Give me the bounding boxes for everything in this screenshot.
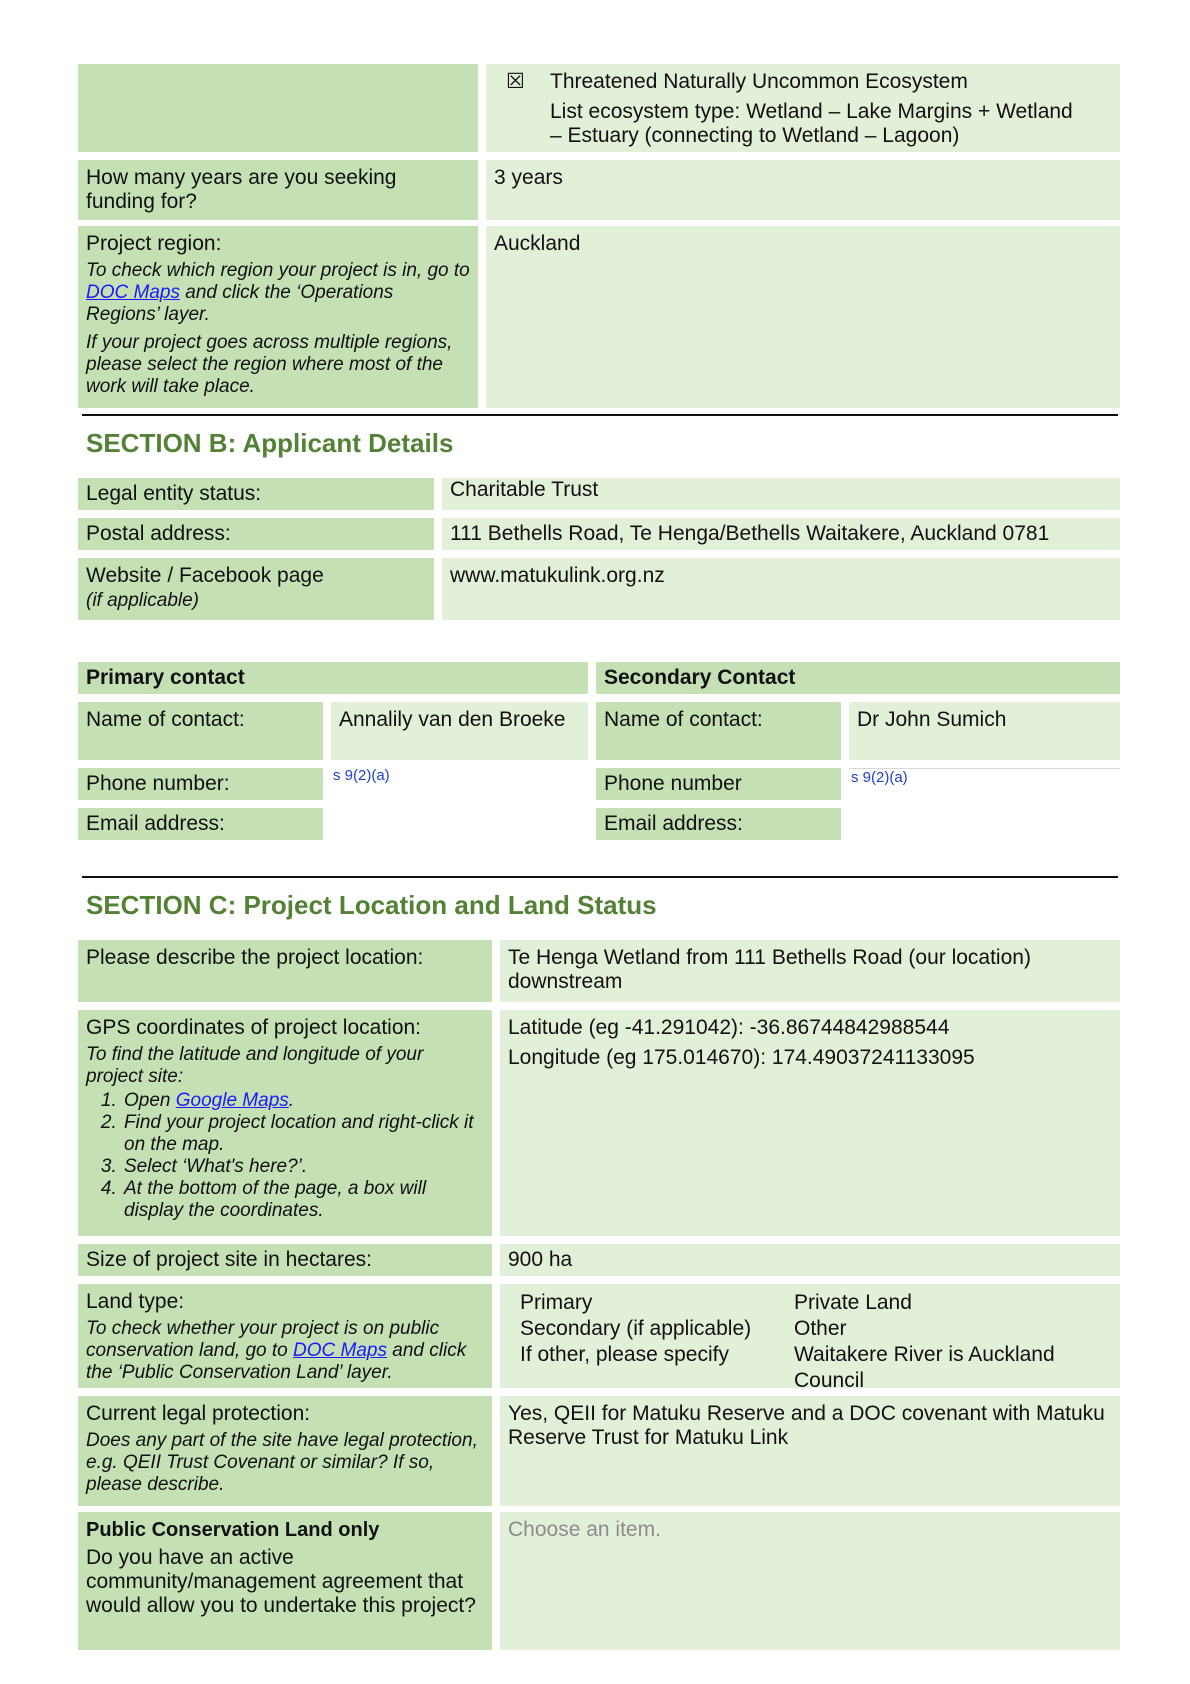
region-label: Project region: xyxy=(86,232,222,255)
gps-step-4: 4. At the bottom of the page, a box will display the coordinates. xyxy=(122,1178,484,1222)
land-secondary-value[interactable]: Other xyxy=(794,1317,847,1340)
years-label-cell xyxy=(78,160,478,220)
website-value: www.matukulink.org.nz xyxy=(450,564,665,587)
secondary-phone-label-cell xyxy=(596,768,841,800)
size-label-cell xyxy=(78,1244,492,1276)
postal-label: Postal address: xyxy=(86,522,231,545)
secondary-contact-heading-cell xyxy=(596,662,1120,694)
pcl-question: Do you have an active community/management agreement that would allow you to undertake this project? xyxy=(86,1546,476,1617)
land-label: Land type: xyxy=(86,1290,185,1313)
postal-value-cell xyxy=(442,518,1120,550)
primary-redaction-note: s 9(2)(a) xyxy=(333,767,390,784)
region-value-cell xyxy=(486,226,1120,408)
section-c-title: SECTION C: Project Location and Land Status xyxy=(86,890,657,920)
land-other-value[interactable]: Waitakere River is Auckland Council xyxy=(794,1343,1055,1392)
primary-phone-label-cell xyxy=(78,768,323,800)
land-secondary-label: Secondary (if applicable) xyxy=(520,1317,752,1340)
location-label-cell xyxy=(78,940,492,1002)
secondary-contact-heading: Secondary Contact xyxy=(604,666,796,689)
secondary-phone-label: Phone number xyxy=(604,772,742,795)
land-label-cell xyxy=(78,1284,492,1388)
gps-step-2: 2. Find your project location and right-click it on the map. xyxy=(122,1112,484,1156)
protection-label-cell xyxy=(78,1396,492,1506)
region-help-multiple: If your project goes across multiple regions, please select the region where most of the work will take place. xyxy=(86,332,453,397)
pcl-value-cell xyxy=(500,1512,1120,1650)
primary-email-label: Email address: xyxy=(86,812,225,835)
legal-label: Legal entity status: xyxy=(86,482,262,505)
primary-name-value-cell xyxy=(331,702,588,760)
secondary-email-label-cell xyxy=(596,808,841,840)
divider xyxy=(82,414,1118,416)
protection-label: Current legal protection: xyxy=(86,1402,311,1425)
gps-step-3: 3. Select ‘What's here?’. xyxy=(122,1156,484,1178)
primary-contact-heading: Primary contact xyxy=(86,666,245,689)
pcl-label-cell xyxy=(78,1512,492,1650)
pcl-heading: Public Conservation Land only xyxy=(86,1519,380,1541)
primary-email-label-cell xyxy=(78,808,323,840)
secondary-redaction-rule xyxy=(849,768,1120,769)
gps-value-cell xyxy=(500,1010,1120,1236)
secondary-redaction-note: s 9(2)(a) xyxy=(851,769,908,786)
ecosystem-type-value: List ecosystem type: Wetland – Lake Margins + Wetland – Estuary (connecting to Wetland – Lagoon) xyxy=(550,100,1073,147)
protection-value-cell xyxy=(500,1396,1120,1506)
years-value: 3 years xyxy=(494,166,563,189)
postal-value: 111 Bethells Road, Te Henga/Bethells Waitakere, Auckland 0781 xyxy=(450,522,1050,545)
section-b-title: SECTION B: Applicant Details xyxy=(86,428,454,458)
gps-step-1: 1. Open Google Maps. xyxy=(122,1090,484,1112)
gps-label-cell xyxy=(78,1010,492,1236)
protection-help: Does any part of the site have legal protection, e.g. QEII Trust Covenant or similar? If so, please describe. xyxy=(86,1430,478,1495)
latitude-value: Latitude (eg -41.291042): -36.86744842988544 xyxy=(508,1016,950,1039)
region-label-cell xyxy=(78,226,478,408)
longitude-value: Longitude (eg 175.014670): 174.49037241133095 xyxy=(508,1046,975,1069)
legal-label-cell xyxy=(78,478,434,510)
gps-steps xyxy=(86,1090,484,1222)
land-help: To check whether your project is on public conservation land, go to DOC Maps and click the ‘Public Conservation Land’ layer. xyxy=(86,1318,467,1383)
checkbox-checked-icon[interactable]: ☒ xyxy=(506,70,525,93)
years-label: How many years are you seeking funding for? xyxy=(86,166,397,213)
legal-value-cell xyxy=(442,478,1120,510)
doc-maps-link[interactable]: DOC Maps xyxy=(293,1340,387,1361)
location-value-cell xyxy=(500,940,1120,1002)
primary-name-label-cell xyxy=(78,702,323,760)
primary-name-label: Name of contact: xyxy=(86,708,245,731)
divider xyxy=(82,876,1118,878)
primary-contact-heading-cell xyxy=(78,662,588,694)
land-other-label: If other, please specify xyxy=(520,1343,729,1366)
legal-value: Charitable Trust xyxy=(450,478,599,501)
gps-label: GPS coordinates of project location: xyxy=(86,1016,422,1039)
secondary-name-label-cell xyxy=(596,702,841,760)
gps-help: To find the latitude and longitude of your project site: xyxy=(86,1044,424,1087)
primary-phone-label: Phone number: xyxy=(86,772,230,795)
location-label: Please describe the project location: xyxy=(86,946,424,969)
website-value-cell xyxy=(442,558,1120,620)
website-label: Website / Facebook page xyxy=(86,564,324,587)
secondary-name-value-cell xyxy=(849,702,1120,760)
google-maps-link[interactable]: Google Maps xyxy=(175,1090,289,1111)
land-primary-label: Primary xyxy=(520,1291,593,1314)
secondary-name-label: Name of contact: xyxy=(604,708,763,731)
website-label-cell xyxy=(78,558,434,620)
website-note: (if applicable) xyxy=(86,590,199,611)
pcl-choose-item-dropdown[interactable]: Choose an item. xyxy=(508,1518,661,1541)
primary-name-value: Annalily van den Broeke xyxy=(339,708,566,731)
size-value: 900 ha xyxy=(508,1248,573,1271)
size-value-cell xyxy=(500,1244,1120,1276)
secondary-name-value: Dr John Sumich xyxy=(857,708,1007,731)
ecosystem-value-cell xyxy=(486,64,1120,152)
land-value-cell xyxy=(500,1284,1120,1392)
ecosystem-label-cell xyxy=(78,64,478,152)
size-label: Size of project site in hectares: xyxy=(86,1248,372,1271)
protection-value: Yes, QEII for Matuku Reserve and a DOC covenant with Matuku Reserve Trust for Matuku Link xyxy=(508,1402,1105,1449)
doc-maps-link[interactable]: DOC Maps xyxy=(86,282,180,303)
ecosystem-type-label: Threatened Naturally Uncommon Ecosystem xyxy=(550,70,968,93)
secondary-email-label: Email address: xyxy=(604,812,743,835)
land-primary-value[interactable]: Private Land xyxy=(794,1291,912,1314)
postal-label-cell xyxy=(78,518,434,550)
years-value-cell xyxy=(486,160,1120,220)
region-help: To check which region your project is in, go to DOC Maps and click the ‘Operations Regions’ layer. xyxy=(86,260,470,325)
location-value: Te Henga Wetland from 111 Bethells Road (our location) downstream xyxy=(508,946,1031,993)
region-value: Auckland xyxy=(494,232,581,255)
